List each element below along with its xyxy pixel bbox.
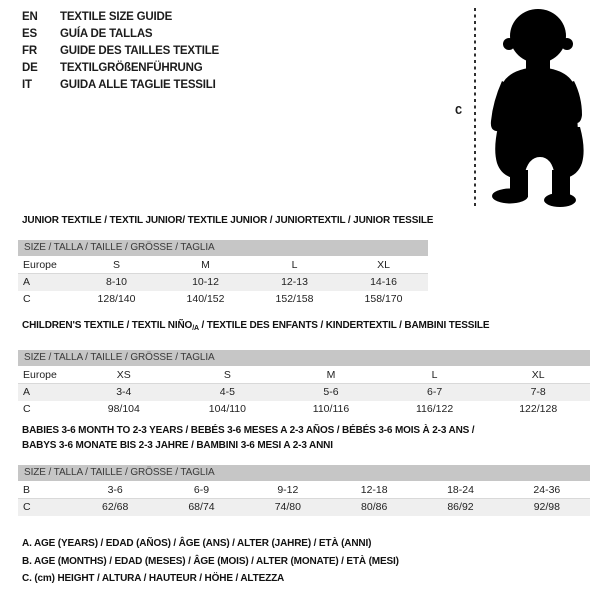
babies-title-line2: BABYS 3-6 MONATE BIS 2-3 JAHRE / BAMBINI 3-6 MESI A 2-3 ANNI (22, 440, 333, 451)
cell: 6-7 (427, 386, 443, 398)
children-title-sub: /A (192, 325, 199, 332)
lang-code: DE (22, 62, 38, 74)
legend-age-years: A. AGE (YEARS) / EDAD (AÑOS) / ÂGE (ANS) / ALTER (JAHRE) / ETÀ (ANNI) (22, 538, 372, 549)
children-title-suffix: / TEXTILE DES ENFANTS / KINDERTEXTIL / BAMBINI TESSILE (198, 320, 490, 331)
legend-block (22, 535, 399, 588)
table-row-height (18, 401, 590, 418)
cell: 86/92 (447, 501, 474, 513)
cell: 158/170 (364, 293, 403, 305)
cell: 98/104 (107, 403, 140, 415)
cell: 7-8 (530, 386, 546, 398)
cell: 6-9 (193, 484, 210, 496)
cell: 152/158 (275, 293, 314, 305)
row-label: A (23, 386, 31, 398)
lang-row-it (22, 77, 219, 94)
size-header-bar: SIZE / TALLA / TAILLE / GRÖSSE / TAGLIA (18, 350, 590, 366)
babies-table (18, 465, 590, 516)
lang-title: TEXTILE SIZE GUIDE (60, 11, 173, 23)
row-label: Europe (23, 369, 57, 381)
table-row-age (18, 274, 428, 291)
cell: L (431, 369, 438, 381)
lang-row-es (22, 26, 219, 43)
cell: 8-10 (105, 276, 127, 288)
cell: 80/86 (361, 501, 388, 513)
cell: 116/122 (416, 403, 454, 415)
lang-title: GUIDA ALLE TAGLIE TESSILI (60, 79, 216, 91)
cell: 12-13 (281, 276, 308, 288)
cell: 3-6 (107, 484, 123, 496)
cell: XL (377, 259, 390, 271)
cell: 12-18 (360, 484, 388, 496)
cell: 110/116 (312, 403, 350, 415)
cell: L (291, 259, 298, 271)
row-label: C (23, 293, 31, 305)
lang-title: GUIDE DES TAILLES TEXTILE (60, 45, 219, 57)
cell: 24-36 (533, 484, 561, 496)
cell: 10-12 (192, 276, 219, 288)
lang-code: ES (22, 28, 37, 40)
height-dashed-line (474, 8, 476, 206)
lang-code: FR (22, 45, 37, 57)
cell: 122/128 (519, 403, 558, 415)
language-title-block (22, 9, 219, 94)
table-row-europe (18, 257, 428, 274)
children-title-prefix: CHILDREN'S TEXTILE / TEXTIL NIÑO (22, 320, 193, 331)
cell: 104/110 (208, 403, 246, 415)
junior-table (18, 240, 428, 308)
cell: S (112, 259, 120, 271)
cell: 3-4 (116, 386, 132, 398)
baby-silhouette-icon (486, 7, 594, 207)
babies-table-title (22, 423, 582, 453)
lang-code: IT (22, 79, 32, 91)
row-label: C (23, 403, 31, 415)
cell: M (201, 259, 210, 271)
cell: XL (531, 369, 545, 381)
cell: 74/80 (274, 501, 301, 513)
height-label: C (455, 104, 463, 118)
lang-title: TEXTILGRÖßENFÜHRUNG (60, 62, 203, 74)
table-row-age-months (18, 482, 590, 499)
cell: 18-24 (447, 484, 474, 496)
cell: XS (116, 369, 131, 381)
cell: M (326, 369, 336, 381)
table-row-height (18, 291, 428, 308)
babies-title-line1: BABIES 3-6 MONTH TO 2-3 YEARS / BEBÉS 3-6 MESES A 2-3 AÑOS / BÉBÉS 3-6 MOIS À 2-3 ANS / (22, 425, 475, 436)
cell: 68/74 (188, 501, 215, 513)
cell: S (223, 369, 231, 381)
table-row-age (18, 384, 590, 401)
children-table (18, 350, 590, 418)
row-label: C (23, 501, 31, 513)
cell: 5-6 (323, 386, 339, 398)
table-row-europe (18, 367, 590, 384)
cell: 62/68 (102, 501, 129, 513)
cell: 9-12 (277, 484, 299, 496)
cell: 140/152 (186, 293, 225, 305)
legend-height: C. (cm) HEIGHT / ALTURA / HAUTEUR / HÖHE / ALTEZZA (22, 573, 285, 584)
cell: 92/98 (533, 501, 560, 513)
lang-title: GUÍA DE TALLAS (60, 28, 153, 40)
row-label: A (23, 276, 31, 288)
cell: 4-5 (219, 386, 235, 398)
cell: 128/140 (97, 293, 136, 305)
junior-table-title: JUNIOR TEXTILE / TEXTIL JUNIOR/ TEXTILE JUNIOR / JUNIORTEXTIL / JUNIOR TESSILE (22, 215, 434, 226)
cell: 14-16 (370, 276, 397, 288)
children-table-title (22, 320, 489, 332)
size-header-bar: SIZE / TALLA / TAILLE / GRÖSSE / TAGLIA (18, 240, 428, 256)
lang-row-fr (22, 43, 219, 60)
table-row-height (18, 499, 590, 516)
row-label: B (23, 484, 31, 496)
lang-code: EN (22, 11, 38, 23)
legend-age-months: B. AGE (MONTHS) / EDAD (MESES) / ÂGE (MOIS) / ALTER (MONATE) / ETÀ (MESI) (22, 555, 399, 567)
size-header-bar: SIZE / TALLA / TAILLE / GRÖSSE / TAGLIA (18, 465, 590, 481)
lang-row-de (22, 60, 219, 77)
lang-row-en (22, 9, 219, 26)
row-label: Europe (23, 259, 57, 271)
